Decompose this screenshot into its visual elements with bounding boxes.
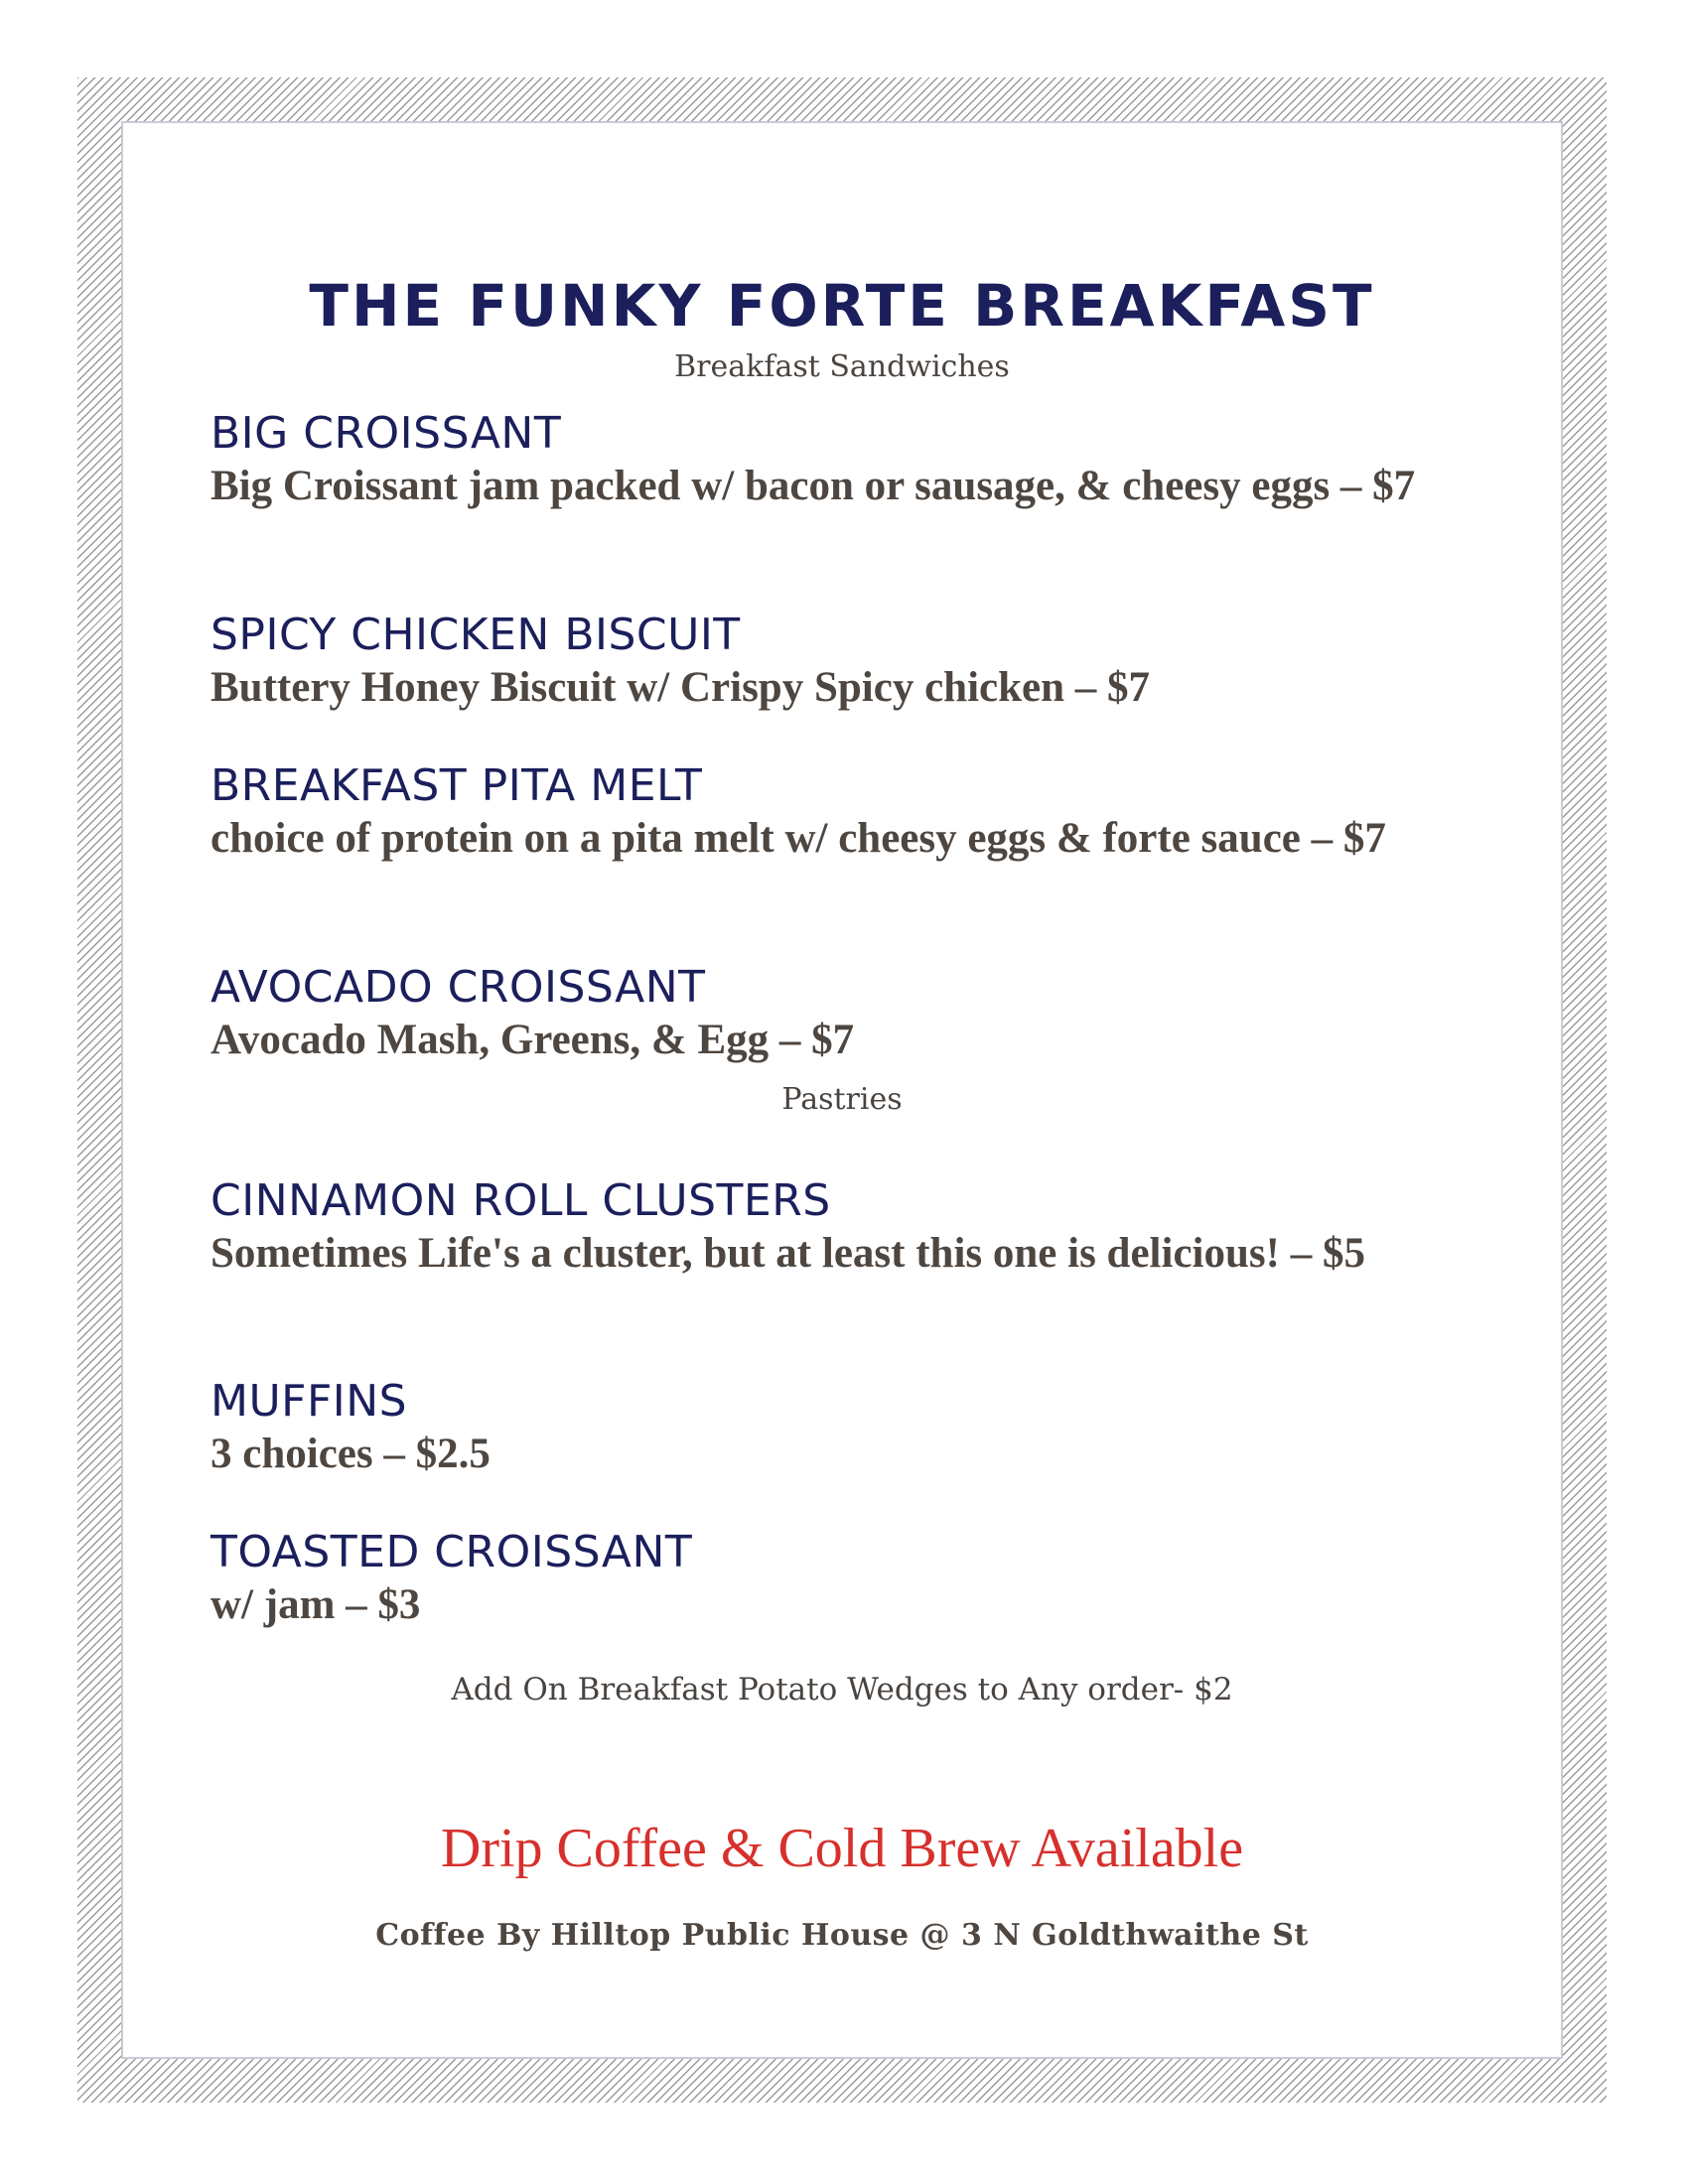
item-description: Avocado Mash, Greens, & Egg – $7 — [211, 1017, 855, 1063]
coffee-heading: Drip Coffee & Cold Brew Available — [440, 1818, 1244, 1879]
menu-panel — [121, 121, 1563, 2059]
menu-item-big-croissant — [211, 406, 1491, 511]
item-name: AVOCADO CROISSANT — [211, 962, 706, 1013]
menu-item-spicy-chicken-biscuit — [211, 608, 1491, 713]
menu-content — [123, 123, 1561, 2057]
menu-title: THE FUNKY FORTE BREAKFAST — [309, 272, 1375, 340]
menu-item-toasted-croissant — [211, 1525, 1491, 1630]
item-name: SPICY CHICKEN BISCUIT — [211, 610, 741, 660]
item-description: Buttery Honey Biscuit w/ Crispy Spicy chicken – $7 — [211, 664, 1151, 711]
section-label-breakfast-sandwiches: Breakfast Sandwiches — [674, 349, 1010, 384]
item-description: Big Croissant jam packed w/ bacon or sausage, & cheesy eggs – $7 — [211, 463, 1416, 509]
item-name: TOASTED CROISSANT — [211, 1527, 693, 1577]
menu-item-breakfast-pita-melt — [211, 758, 1491, 864]
item-description: w/ jam – $3 — [211, 1581, 421, 1628]
item-name: CINNAMON ROLL CLUSTERS — [211, 1175, 831, 1226]
item-description: 3 choices – $2.5 — [211, 1431, 491, 1477]
item-name: BREAKFAST PITA MELT — [211, 760, 703, 811]
item-description: Sometimes Life's a cluster, but at least this one is delicious! – $5 — [211, 1230, 1365, 1277]
menu-item-avocado-croissant — [211, 960, 1491, 1065]
section-label-pastries: Pastries — [781, 1082, 903, 1117]
menu-item-cinnamon-roll-clusters — [211, 1173, 1491, 1279]
decorative-hatched-border — [77, 77, 1607, 2103]
item-name: BIG CROISSANT — [211, 408, 562, 459]
menu-item-muffins — [211, 1374, 1491, 1479]
item-name: MUFFINS — [211, 1376, 408, 1427]
addon-note: Add On Breakfast Potato Wedges to Any order- $2 — [451, 1672, 1233, 1707]
item-description: choice of protein on a pita melt w/ cheesy eggs & forte sauce – $7 — [211, 815, 1386, 862]
coffee-source: Coffee By Hilltop Public House @ 3 N Goldthwaithe St — [375, 1918, 1309, 1953]
